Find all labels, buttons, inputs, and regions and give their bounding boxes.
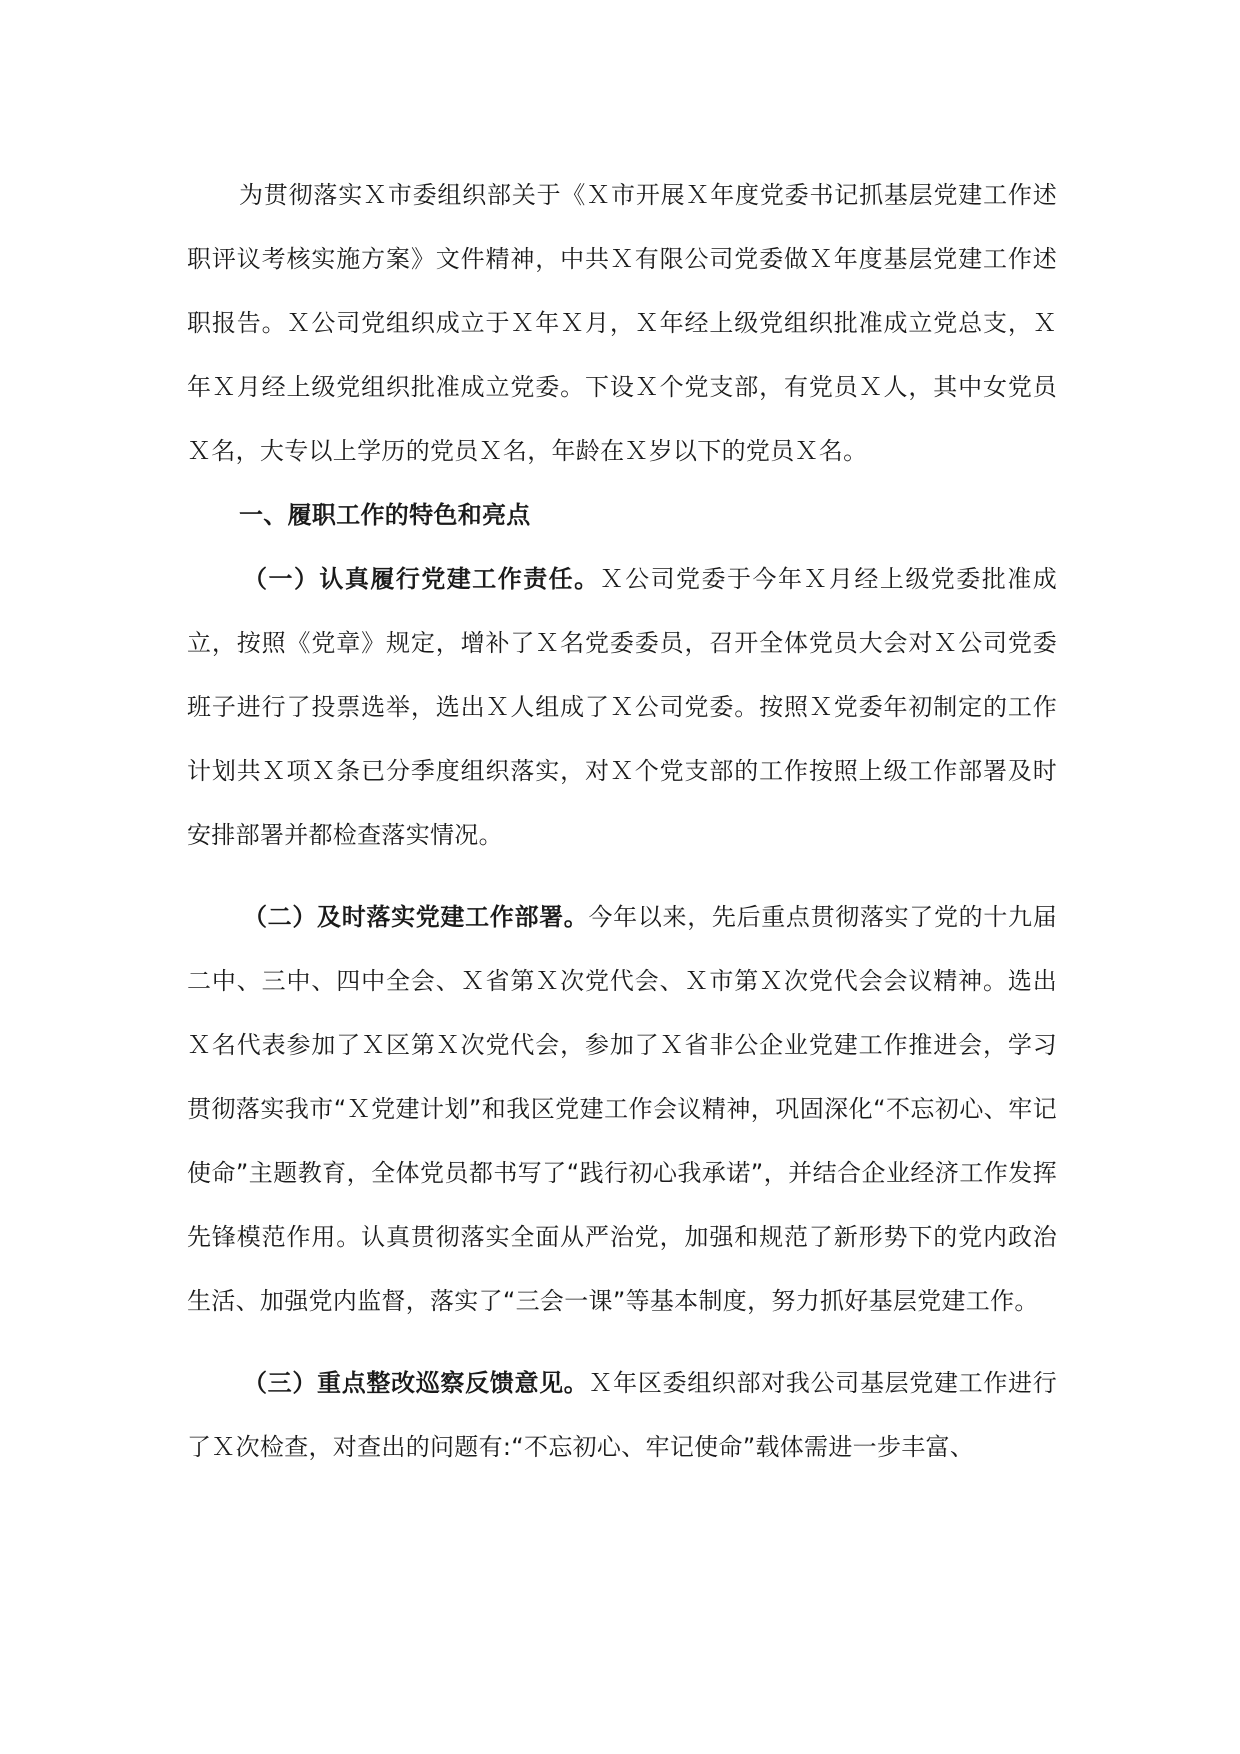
item-body-2: 今年以来，先后重点贯彻落实了党的十九届二中、三中、四中全会、Ｘ省第Ｘ次党代会、Ｘ市第Ｘ次党代会会议精神。选出Ｘ名代表参加了Ｘ区第Ｘ次党代会，参加了Ｘ省非公企业党建工作推进会，学习贯彻落实我市“Ｘ党建计划”和我区党建工作会议精神，巩固深化“不忘初心、牢记使命”主题教育，全体党员都书写了“践行初心我承诺”，并结合企业经济工作发挥先锋模范作用。认真贯彻落实全面从严治党，加强和规范了新形势下的党内政治生活、加强党内监督，落实了“三会一课”等基本制度，努力抓好基层党建工作。 [187,903,1058,1315]
item-lead-3: （三）重点整改巡察反馈意见。 [243,1369,589,1397]
document-body [187,163,1057,1479]
item-paragraph-2 [187,885,1057,1333]
item-paragraph-1 [187,547,1057,867]
intro-paragraph: 为贯彻落实Ｘ市委组织部关于《Ｘ市开展Ｘ年度党委书记抓基层党建工作述职评议考核实施方案》文件精神，中共Ｘ有限公司党委做Ｘ年度基层党建工作述职报告。Ｘ公司党组织成立于Ｘ年Ｘ月，Ｘ年经上级党组织批准成立党总支，Ｘ年Ｘ月经上级党组织批准成立党委。下设Ｘ个党支部，有党员Ｘ人，其中女党员Ｘ名，大专以上学历的党员Ｘ名，年龄在Ｘ岁以下的党员Ｘ名。 [187,181,1057,465]
item-lead-2: （二）及时落实党建工作部署。 [243,903,589,931]
item-paragraph-3 [187,1351,1057,1479]
item-body-1: Ｘ公司党委于今年Ｘ月经上级党委批准成立，按照《党章》规定，增补了Ｘ名党委委员，召开全体党员大会对Ｘ公司党委班子进行了投票选举，选出Ｘ人组成了Ｘ公司党委。按照Ｘ党委年初制定的工作计划共Ｘ项Ｘ条已分季度组织落实，对Ｘ个党支部的工作按照上级工作部署及时安排部署并都检查落实情况。 [187,565,1057,849]
item-lead-1: （一）认真履行党建工作责任。 [243,565,600,593]
section-heading: 一、履职工作的特色和亮点 [239,501,531,529]
item-body-3: Ｘ年区委组织部对我公司基层党建工作进行了Ｘ次检查，对查出的问题有:“不忘初心、牢记使命”载体需进一步丰富、 [187,1369,1058,1461]
